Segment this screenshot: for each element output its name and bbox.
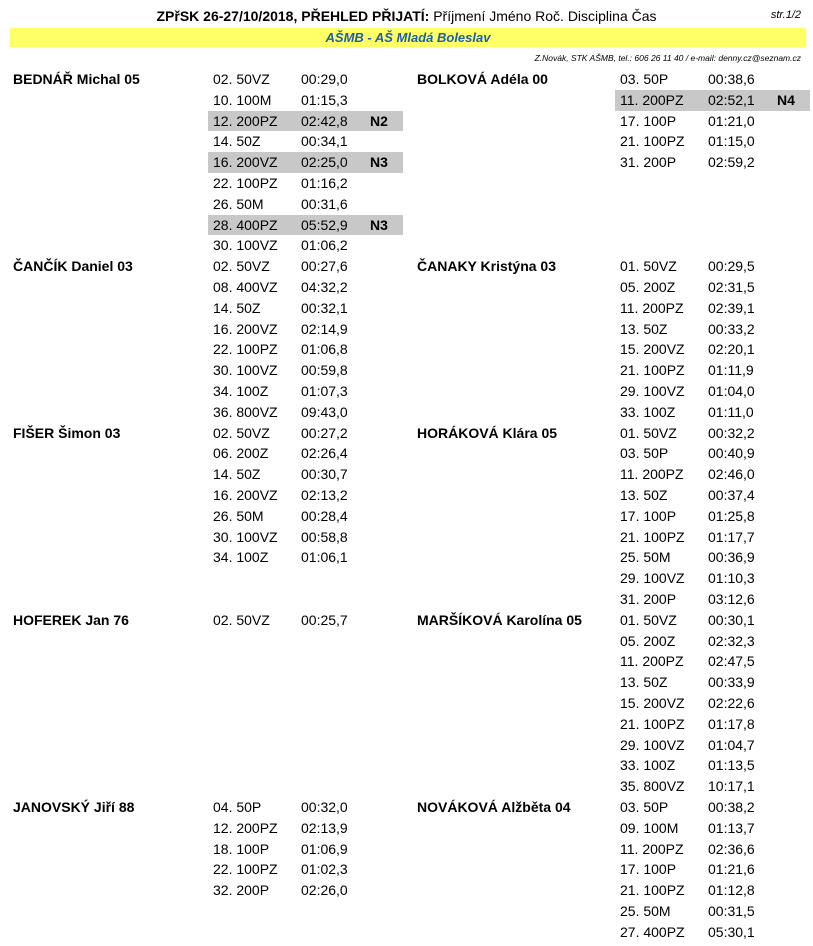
result-row	[208, 818, 403, 839]
result-row	[615, 277, 810, 298]
discipline: 25. 50M	[620, 549, 671, 566]
result-row	[615, 360, 810, 381]
result-list	[208, 797, 403, 901]
discipline: 02. 50VZ	[213, 611, 270, 628]
swimmer-name: HORÁKOVÁ Klára 05	[417, 424, 558, 441]
result-list	[208, 610, 403, 631]
result-row	[615, 527, 810, 548]
result-row	[615, 859, 810, 880]
result-row	[208, 339, 403, 360]
swimmer-block	[406, 610, 813, 797]
swimmer-name: FIŠER Šimon 03	[13, 424, 121, 441]
swimmer-block	[406, 69, 813, 256]
result-time: 04:32,2	[301, 278, 348, 295]
result-list	[208, 423, 403, 569]
result-row	[208, 464, 403, 485]
discipline: 14. 50Z	[213, 299, 261, 316]
result-time: 02:26,4	[301, 445, 348, 462]
discipline: 22. 100PZ	[213, 174, 278, 191]
result-time: 01:07,3	[301, 382, 348, 399]
result-row	[208, 797, 403, 818]
result-time: 09:43,0	[301, 403, 348, 420]
discipline: 11. 200PZ	[620, 299, 684, 316]
result-time: 00:27,6	[301, 258, 348, 275]
result-list	[615, 256, 810, 422]
result-time: 01:21,0	[708, 112, 755, 129]
result-row	[615, 735, 810, 756]
swimmer-name: NOVÁKOVÁ Alžběta 04	[417, 798, 571, 815]
discipline: 11. 200PZ	[620, 840, 684, 857]
discipline: 22. 100PZ	[213, 341, 278, 358]
discipline: 02. 50VZ	[213, 258, 270, 275]
result-time: 01:10,3	[708, 570, 755, 587]
result-time: 02:32,3	[708, 632, 755, 649]
discipline: 21. 100PZ	[620, 133, 685, 150]
qualification-mark: N3	[370, 154, 388, 171]
result-time: 01:06,8	[301, 341, 348, 358]
result-row	[208, 69, 403, 90]
qualification-mark: N4	[777, 91, 795, 108]
result-time: 01:16,2	[301, 174, 348, 191]
swimmer-name: BEDNÁŘ Michal 05	[13, 71, 140, 87]
result-row-highlighted	[615, 90, 810, 111]
result-time: 00:36,9	[708, 549, 755, 566]
result-time: 00:32,1	[301, 299, 348, 316]
result-time: 01:13,5	[708, 757, 755, 774]
page-number: str.1/2	[770, 9, 801, 21]
result-row	[615, 131, 810, 152]
discipline: 13. 50Z	[620, 674, 668, 691]
discipline: 02. 50VZ	[213, 424, 270, 441]
result-row	[615, 901, 810, 922]
result-row	[615, 111, 810, 132]
discipline: 22. 100PZ	[213, 861, 278, 878]
result-time: 01:17,8	[708, 715, 755, 732]
result-row	[615, 256, 810, 277]
result-time: 00:59,8	[301, 362, 348, 379]
discipline: 35. 800VZ	[620, 778, 685, 795]
result-time: 02:13,2	[301, 486, 348, 503]
result-time: 01:11,0	[708, 403, 754, 420]
result-row	[208, 256, 403, 277]
result-time: 01:06,9	[301, 840, 348, 857]
result-time: 01:12,8	[708, 882, 755, 899]
discipline: 21. 100PZ	[620, 882, 685, 899]
result-list	[615, 423, 810, 610]
result-row	[208, 360, 403, 381]
qualification-mark: N2	[370, 112, 388, 129]
result-time: 02:22,6	[708, 694, 755, 711]
result-time: 00:31,5	[708, 902, 755, 919]
result-row	[615, 631, 810, 652]
discipline: 27. 400PZ	[620, 923, 685, 940]
page-title	[0, 8, 813, 24]
result-row	[615, 714, 810, 735]
result-time: 00:29,5	[708, 258, 755, 275]
result-time: 02:39,1	[708, 299, 755, 316]
discipline: 26. 50M	[213, 507, 264, 524]
discipline: 03. 50P	[620, 71, 669, 87]
result-row	[615, 922, 810, 943]
discipline: 11. 200PZ	[620, 653, 684, 670]
discipline: 01. 50VZ	[620, 258, 677, 275]
discipline: 06. 200Z	[213, 445, 269, 462]
discipline: 15. 200VZ	[620, 341, 685, 358]
result-row	[208, 298, 403, 319]
discipline: 30. 100VZ	[213, 237, 278, 254]
discipline: 21. 100PZ	[620, 362, 685, 379]
discipline: 12. 200PZ	[213, 819, 278, 836]
result-row	[615, 443, 810, 464]
result-row	[208, 859, 403, 880]
swimmer-name: JANOVSKÝ Jiří 88	[13, 798, 135, 815]
discipline: 05. 200Z	[620, 278, 676, 295]
result-time: 10:17,1	[708, 778, 755, 795]
result-time: 02:31,5	[708, 278, 755, 295]
result-time: 00:34,1	[301, 133, 348, 150]
swimmer-name: HOFEREK Jan 76	[13, 611, 129, 628]
result-time: 01:04,7	[708, 736, 755, 753]
swimmer-block	[0, 797, 406, 943]
result-time: 01:15,3	[301, 91, 348, 108]
discipline: 18. 100P	[213, 840, 270, 857]
left-column	[0, 69, 406, 943]
discipline: 11. 200PZ	[620, 91, 684, 108]
swimmer-block	[0, 610, 406, 797]
discipline: 29. 100VZ	[620, 570, 685, 587]
result-row	[208, 402, 403, 423]
result-time: 00:38,2	[708, 798, 755, 815]
result-row	[208, 194, 403, 215]
result-time: 01:13,7	[708, 819, 755, 836]
result-row	[208, 173, 403, 194]
discipline: 16. 200VZ	[213, 320, 278, 337]
discipline: 17. 100P	[620, 112, 677, 129]
result-row	[615, 880, 810, 901]
result-row	[615, 69, 810, 90]
result-time: 02:59,2	[708, 154, 755, 171]
result-time: 02:26,0	[301, 882, 348, 899]
swimmer-block	[406, 423, 813, 610]
result-time: 00:30,7	[301, 466, 348, 483]
discipline: 17. 100P	[620, 861, 677, 878]
discipline: 01. 50VZ	[620, 611, 677, 628]
result-time: 02:36,6	[708, 840, 755, 857]
swimmer-block	[406, 256, 813, 422]
discipline: 01. 50VZ	[620, 424, 677, 441]
result-time: 00:37,4	[708, 486, 755, 503]
result-time: 00:25,7	[301, 611, 348, 628]
result-row	[615, 589, 810, 610]
result-time: 00:32,2	[708, 424, 755, 441]
result-row	[208, 423, 403, 444]
right-column	[406, 69, 813, 943]
result-time: 00:30,1	[708, 611, 755, 628]
club-banner: AŠMB - AŠ Mladá Boleslav	[10, 28, 806, 47]
swimmer-name: ČANAKY Kristýna 03	[417, 258, 557, 275]
result-time: 05:52,9	[301, 216, 348, 233]
discipline: 26. 50M	[213, 195, 264, 212]
result-row	[208, 443, 403, 464]
discipline: 05. 200Z	[620, 632, 676, 649]
contact-line: Z.Novák, STK AŠMB, tel.: 606 26 11 40 / e-mail: denny.cz@seznam.cz	[534, 53, 801, 63]
discipline: 33. 100Z	[620, 757, 676, 774]
swimmer-name: ČANČÍK Daniel 03	[13, 258, 133, 275]
result-time: 05:30,1	[708, 923, 755, 940]
result-time: 01:04,0	[708, 382, 755, 399]
result-time: 01:06,1	[301, 549, 348, 566]
result-row	[615, 651, 810, 672]
result-row	[615, 298, 810, 319]
discipline: 15. 200VZ	[620, 694, 685, 711]
result-row	[615, 839, 810, 860]
result-time: 00:33,2	[708, 320, 755, 337]
result-time: 00:29,0	[301, 71, 348, 87]
result-row	[208, 131, 403, 152]
discipline: 03. 50P	[620, 445, 669, 462]
result-row	[208, 485, 403, 506]
discipline: 12. 200PZ	[213, 112, 278, 129]
discipline: 30. 100VZ	[213, 528, 278, 545]
result-row	[208, 235, 403, 256]
result-row	[615, 818, 810, 839]
swimmer-block	[0, 423, 406, 610]
result-row	[208, 381, 403, 402]
discipline: 29. 100VZ	[620, 382, 685, 399]
result-row	[615, 610, 810, 631]
discipline: 13. 50Z	[620, 320, 668, 337]
result-time: 02:46,0	[708, 466, 755, 483]
discipline: 03. 50P	[620, 798, 669, 815]
swimmer-block	[406, 797, 813, 943]
result-time: 02:47,5	[708, 653, 755, 670]
result-time: 02:20,1	[708, 341, 755, 358]
discipline: 21. 100PZ	[620, 715, 685, 732]
result-row	[615, 402, 810, 423]
discipline: 09. 100M	[620, 819, 679, 836]
result-time: 00:58,8	[301, 528, 348, 545]
result-row	[615, 672, 810, 693]
result-row	[208, 90, 403, 111]
swimmer-block	[0, 69, 406, 256]
discipline: 25. 50M	[620, 902, 671, 919]
discipline: 28. 400PZ	[213, 216, 278, 233]
discipline: 31. 200P	[620, 590, 677, 607]
result-row-highlighted	[208, 215, 403, 236]
discipline: 11. 200PZ	[620, 466, 684, 483]
discipline: 14. 50Z	[213, 466, 261, 483]
result-row	[615, 547, 810, 568]
discipline: 08. 400VZ	[213, 278, 278, 295]
result-row	[615, 485, 810, 506]
result-row	[615, 319, 810, 340]
result-list	[208, 256, 403, 422]
result-row-highlighted	[208, 111, 403, 132]
result-row	[208, 547, 403, 568]
discipline: 29. 100VZ	[620, 736, 685, 753]
result-time: 00:31,6	[301, 195, 348, 212]
result-time: 02:14,9	[301, 320, 348, 337]
result-row	[208, 277, 403, 298]
result-row	[615, 755, 810, 776]
discipline: 34. 100Z	[213, 382, 269, 399]
result-list	[615, 797, 810, 943]
discipline: 31. 200P	[620, 154, 677, 171]
swimmer-block	[0, 256, 406, 422]
result-time: 02:52,1	[708, 91, 755, 108]
result-list	[208, 69, 403, 256]
discipline: 04. 50P	[213, 798, 262, 815]
result-time: 01:21,6	[708, 861, 755, 878]
result-row	[208, 527, 403, 548]
title-legend: Příjmení Jméno Roč. Disciplina Čas	[429, 8, 657, 24]
result-time: 00:33,9	[708, 674, 755, 691]
result-row	[615, 152, 810, 173]
result-row	[208, 506, 403, 527]
result-list	[615, 69, 810, 173]
result-row	[615, 381, 810, 402]
result-row	[615, 339, 810, 360]
result-row-highlighted	[208, 152, 403, 173]
title-bold: ZPřSK 26-27/10/2018, PŘEHLED PŘIJATÍ:	[156, 8, 430, 24]
result-time: 00:40,9	[708, 445, 755, 462]
result-time: 02:42,8	[301, 112, 348, 129]
result-time: 02:25,0	[301, 154, 348, 171]
discipline: 16. 200VZ	[213, 486, 278, 503]
discipline: 33. 100Z	[620, 403, 676, 420]
swimmer-name: MARŠÍKOVÁ Karolína 05	[417, 611, 582, 628]
result-time: 00:27,2	[301, 424, 348, 441]
result-row	[615, 693, 810, 714]
result-row	[208, 839, 403, 860]
result-time: 01:02,3	[301, 861, 348, 878]
result-time: 01:17,7	[708, 528, 755, 545]
result-row	[615, 423, 810, 444]
result-time: 00:28,4	[301, 507, 348, 524]
discipline: 02. 50VZ	[213, 71, 270, 87]
result-time: 00:32,0	[301, 798, 348, 815]
result-row	[615, 568, 810, 589]
result-time: 01:15,0	[708, 133, 755, 150]
discipline: 21. 100PZ	[620, 528, 685, 545]
result-time: 03:12,6	[708, 590, 755, 607]
result-row	[208, 610, 403, 631]
discipline: 16. 200VZ	[213, 154, 278, 171]
discipline: 13. 50Z	[620, 486, 668, 503]
result-time: 01:06,2	[301, 237, 348, 254]
result-time: 01:25,8	[708, 507, 755, 524]
discipline: 36. 800VZ	[213, 403, 278, 420]
swimmer-name: BOLKOVÁ Adéla 00	[417, 71, 548, 87]
result-row	[615, 776, 810, 797]
discipline: 30. 100VZ	[213, 362, 278, 379]
discipline: 34. 100Z	[213, 549, 269, 566]
result-time: 01:11,9	[708, 362, 754, 379]
result-time: 00:38,6	[708, 71, 755, 87]
discipline: 14. 50Z	[213, 133, 261, 150]
result-list	[615, 610, 810, 797]
result-row	[615, 797, 810, 818]
qualification-mark: N3	[370, 216, 388, 233]
result-row	[208, 880, 403, 901]
result-row	[208, 319, 403, 340]
discipline: 10. 100M	[213, 91, 272, 108]
discipline: 17. 100P	[620, 507, 677, 524]
result-row	[615, 464, 810, 485]
result-row	[615, 506, 810, 527]
result-time: 02:13,9	[301, 819, 348, 836]
discipline: 32. 200P	[213, 882, 270, 899]
